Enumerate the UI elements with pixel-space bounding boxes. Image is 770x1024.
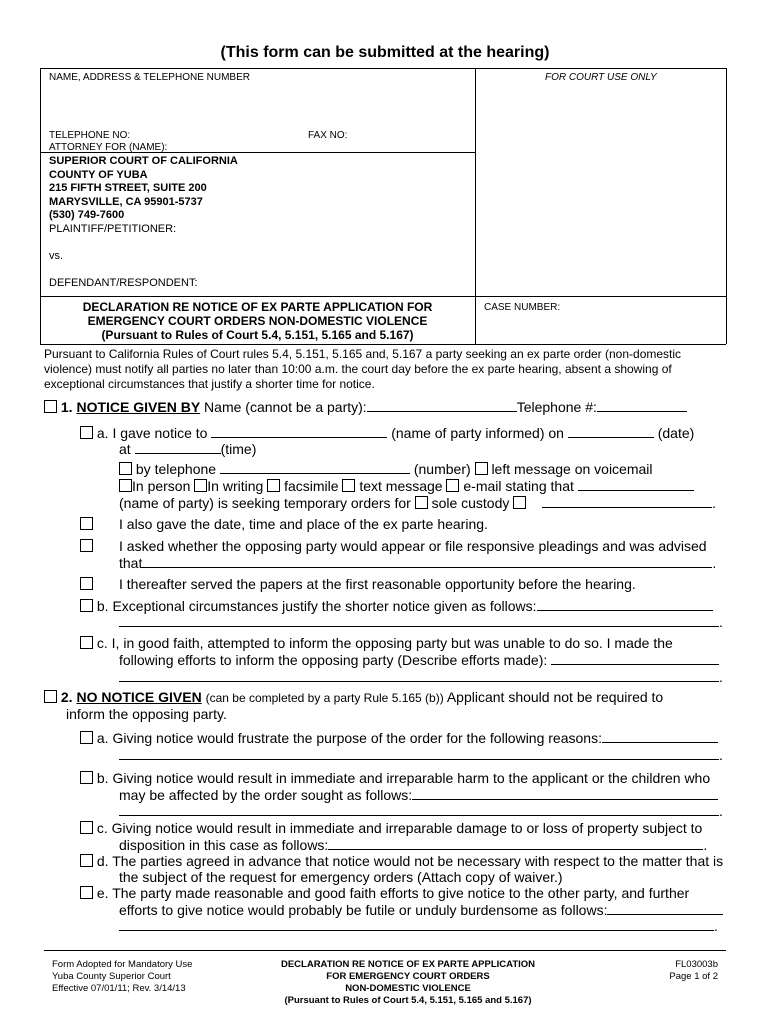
- item-2c-line1: [80, 820, 702, 836]
- footer-left: [52, 959, 192, 995]
- item-2e-checkbox[interactable]: [80, 886, 93, 899]
- item-1b-letter: b.: [96, 598, 109, 614]
- text-message-checkbox[interactable]: [342, 479, 355, 492]
- footer-center: [228, 959, 588, 1007]
- item-2a-line2: [119, 747, 723, 763]
- page-number: Page 1 of 2: [669, 971, 718, 982]
- court-line: (530) 749-7600: [49, 209, 125, 222]
- item-2b-letter: b.: [96, 770, 109, 786]
- advised-field[interactable]: [142, 555, 712, 568]
- item-1c-letter: c.: [96, 635, 108, 651]
- item-1c-line1: [80, 635, 673, 651]
- section1-number: 1.: [60, 399, 73, 415]
- section2-checkbox[interactable]: [44, 690, 57, 703]
- item-2d-line1: [80, 853, 723, 869]
- period: .: [712, 555, 717, 571]
- section2-line2: inform the opposing party.: [66, 706, 227, 722]
- at-label: at: [119, 441, 131, 457]
- caption-divider: [475, 68, 476, 344]
- court-line: 215 FIFTH STREET, SUITE 200: [49, 182, 207, 195]
- voicemail-checkbox[interactable]: [475, 462, 488, 475]
- fax-label: FAX NO:: [308, 130, 348, 141]
- item-1c-checkbox[interactable]: [80, 636, 93, 649]
- also-gave-text: I also gave the date, time and place of the ex parte hearing.: [119, 516, 488, 532]
- item-2c-text: Giving notice would result in immediate and irreparable damage to or loss of property subject to: [111, 820, 703, 836]
- seeking-orders-text: (name of party) is seeking temporary orders for: [119, 495, 411, 511]
- title-line: (Pursuant to Rules of Court 5.4, 5.151, 5.165 and 5.167): [101, 328, 414, 342]
- item-2e-letter: e.: [96, 885, 109, 901]
- phone-number-field[interactable]: [220, 461, 410, 474]
- served-text: I thereafter served the papers at the first reasonable opportunity before the hearing.: [119, 576, 636, 592]
- asked-line1: [80, 538, 707, 554]
- item-2e-field[interactable]: [607, 902, 723, 915]
- notice-method-line1: [119, 461, 653, 477]
- footer-rule: [44, 950, 726, 951]
- section1-header: [44, 399, 687, 415]
- text-message-label: text message: [359, 478, 443, 494]
- section2-heading: NO NOTICE GIVEN: [76, 689, 202, 705]
- item-1b-checkbox[interactable]: [80, 599, 93, 612]
- item-2a-checkbox[interactable]: [80, 731, 93, 744]
- section2-header: [44, 689, 663, 706]
- asked-checkbox[interactable]: [80, 539, 93, 552]
- efforts-made-field[interactable]: [551, 652, 719, 665]
- item-1c-text: I, in good faith, attempted to inform the opposing party but was unable to do so. I made the: [111, 635, 673, 651]
- period: .: [719, 747, 723, 763]
- item-1a-letter: a.: [96, 425, 109, 441]
- notice-method-line2: [119, 478, 694, 494]
- caption-bottom-border: [40, 344, 726, 345]
- item-2b-text2: may be affected by the order sought as follows:: [119, 787, 413, 803]
- served-checkbox[interactable]: [80, 577, 93, 590]
- form-title: [40, 300, 475, 342]
- court-line: SUPERIOR COURT OF CALIFORNIA: [49, 155, 238, 167]
- item-2a-text: Giving notice would frustrate the purpose of the order for the following reasons:: [112, 730, 602, 746]
- email-checkbox[interactable]: [446, 479, 459, 492]
- footer-right: [640, 959, 718, 983]
- sole-custody-checkbox[interactable]: [415, 496, 428, 509]
- title-line: DECLARATION RE NOTICE OF EX PARTE APPLICATION FOR: [82, 300, 433, 314]
- item-1b-text: Exceptional circumstances justify the shorter notice given as follows:: [112, 598, 537, 614]
- item-1b-line2: [119, 614, 723, 630]
- period: .: [719, 669, 723, 685]
- other-order-checkbox[interactable]: [513, 496, 526, 509]
- court-use-label: FOR COURT USE ONLY: [545, 72, 657, 83]
- period: .: [719, 614, 723, 630]
- item-1a-checkbox[interactable]: [80, 426, 93, 439]
- item-1a-date-label: (date): [657, 425, 695, 441]
- voicemail-label: left message on voicemail: [491, 461, 653, 477]
- also-gave-checkbox[interactable]: [80, 517, 93, 530]
- intro-line: Pursuant to California Rules of Court rules 5.4, 5.151, 5.165 and, 5.167 a party seeking an ex parte order (non-domestic: [44, 347, 682, 361]
- item-2b-field-2[interactable]: [119, 803, 719, 816]
- email-label: e-mail stating that: [463, 478, 574, 494]
- facsimile-label: facsimile: [284, 478, 339, 494]
- item-2a-field-2[interactable]: [119, 747, 719, 760]
- footer-left-line: Form Adopted for Mandatory Use: [52, 959, 193, 970]
- efforts-made-field-2[interactable]: [119, 669, 719, 682]
- item-2d-text: The parties agreed in advance that notice would not be necessary with respect to the matter that is: [112, 853, 724, 869]
- name-address-label: NAME, ADDRESS & TELEPHONE NUMBER: [49, 72, 250, 83]
- item-1a-line2: [119, 441, 256, 457]
- notice-telephone-field[interactable]: [597, 399, 687, 412]
- item-2a-field[interactable]: [602, 730, 718, 743]
- period: .: [712, 495, 717, 511]
- item-2a-letter: a.: [96, 730, 109, 746]
- item-2b-line3: [119, 803, 723, 819]
- asked-text: I asked whether the opposing party would appear or file responsive pleadings and was advised: [119, 538, 707, 554]
- exceptional-circumstances-field-2[interactable]: [119, 614, 719, 627]
- item-2e-line3: [119, 918, 718, 934]
- attorney-for-label: ATTORNEY FOR (NAME):: [49, 142, 168, 153]
- item-2b-line2: [119, 787, 718, 803]
- period: .: [714, 918, 718, 934]
- footer-title-line: (Pursuant to Rules of Court 5.4, 5.151, 5.165 and 5.167): [284, 995, 532, 1006]
- item-2c-text2: disposition in this case as follows:: [119, 837, 329, 853]
- item-2e-text: The party made reasonable and good faith efforts to give notice to the other party, and further: [112, 885, 690, 901]
- section2-text: Applicant should not be required to: [446, 689, 664, 705]
- in-person-checkbox[interactable]: [119, 479, 132, 492]
- by-telephone-label: by telephone: [135, 461, 217, 477]
- item-2e-line2: [119, 902, 723, 918]
- footer-left-line: Effective 07/01/11; Rev. 3/14/13: [52, 983, 186, 994]
- email-stating-field[interactable]: [578, 478, 694, 491]
- court-line: COUNTY OF YUBA: [49, 168, 148, 181]
- asked-line2: [119, 555, 716, 571]
- item-2b-field[interactable]: [412, 787, 718, 800]
- in-writing-checkbox[interactable]: [194, 479, 207, 492]
- notice-time-field[interactable]: [135, 441, 221, 454]
- that-label: that: [119, 555, 143, 571]
- title-line: EMERGENCY COURT ORDERS NON-DOMESTIC VIOLENCE: [87, 314, 428, 328]
- plaintiff-label: PLAINTIFF/PETITIONER:: [49, 223, 177, 235]
- item-1c-line2: [119, 652, 719, 668]
- footer-left-line: Yuba County Superior Court: [52, 971, 171, 982]
- in-writing-label: In writing: [207, 478, 264, 494]
- number-label: (number): [413, 461, 471, 477]
- item-2e-text2: efforts to give notice would probably be futile or unduly burdensome as follows:: [119, 902, 608, 918]
- footer-title-line: FOR EMERGENCY COURT ORDERS: [326, 971, 490, 982]
- item-1a-line1: [80, 425, 694, 441]
- court-line: MARYSVILLE, CA 95901-5737: [49, 195, 203, 208]
- item-2b-checkbox[interactable]: [80, 771, 93, 784]
- item-2c-checkbox[interactable]: [80, 821, 93, 834]
- item-2c-letter: c.: [96, 820, 108, 836]
- in-person-label: In person: [132, 478, 191, 494]
- caption-line-2: [40, 296, 726, 297]
- notice-telephone-label: Telephone #:: [516, 399, 597, 415]
- section1-heading: NOTICE GIVEN BY: [76, 399, 201, 415]
- telephone-label: TELEPHONE NO:: [49, 130, 131, 141]
- notice-date-field[interactable]: [568, 425, 654, 438]
- seeking-orders-line: [119, 495, 716, 511]
- item-2a-line1: [80, 730, 718, 746]
- item-2d-checkbox[interactable]: [80, 854, 93, 867]
- item-2b-line1: [80, 770, 710, 786]
- exceptional-circumstances-field[interactable]: [537, 598, 713, 611]
- item-2b-text: Giving notice would result in immediate and irreparable harm to the applicant or the children who: [112, 770, 711, 786]
- form-id: FL03003b: [675, 959, 718, 970]
- footer-title-line: NON-DOMESTIC VIOLENCE: [345, 983, 471, 994]
- intro-paragraph: [44, 347, 681, 392]
- item-2c-field[interactable]: [328, 837, 703, 850]
- notice-name-field[interactable]: [367, 399, 517, 412]
- footer-title-line: DECLARATION RE NOTICE OF EX PARTE APPLICATION: [280, 959, 536, 970]
- facsimile-checkbox[interactable]: [267, 479, 280, 492]
- period: .: [719, 803, 723, 819]
- notice-name-label: Name (cannot be a party):: [204, 399, 367, 415]
- caption-top-border: [40, 68, 726, 69]
- item-2e-field-2[interactable]: [119, 918, 714, 931]
- defendant-label: DEFENDANT/RESPONDENT:: [49, 277, 198, 289]
- caption-right-border: [726, 68, 727, 344]
- item-1b-line: [80, 598, 713, 614]
- top-note: (This form can be submitted at the hearing): [220, 44, 550, 61]
- section2-rule: (can be completed by a party Rule 5.165 (b)): [205, 691, 444, 705]
- section2-number: 2.: [60, 689, 73, 705]
- served-line: [80, 576, 636, 592]
- item-2c-line2: [119, 837, 707, 853]
- item-1c-line3: [119, 669, 723, 685]
- item-2d-letter: d.: [96, 853, 109, 869]
- court-address: [49, 155, 238, 223]
- time-label: (time): [220, 441, 257, 457]
- section1-checkbox[interactable]: [44, 400, 57, 413]
- item-2d-line2: the subject of the request for emergency orders (Attach copy of waiver.): [119, 869, 563, 885]
- item-1a-text: I gave notice to: [112, 425, 208, 441]
- intro-line: violence) must notify all parties no later than 10:00 a.m. the court day before the ex parte hearing, absent a showing of: [44, 362, 672, 376]
- other-order-field[interactable]: [542, 495, 712, 508]
- item-1a-text2: (name of party informed) on: [391, 425, 564, 441]
- intro-line: exceptional circumstances that justify a shorter time for notice.: [44, 377, 375, 391]
- case-number-label: CASE NUMBER:: [484, 302, 561, 313]
- item-1c-text2: following efforts to inform the opposing party (Describe efforts made):: [119, 652, 548, 668]
- vs-label: vs.: [49, 250, 64, 262]
- by-telephone-checkbox[interactable]: [119, 462, 132, 475]
- item-2e-line1: [80, 885, 689, 901]
- also-gave-line: [80, 516, 488, 532]
- party-informed-field[interactable]: [211, 425, 387, 438]
- period: .: [703, 837, 708, 853]
- sole-custody-label: sole custody: [431, 495, 510, 511]
